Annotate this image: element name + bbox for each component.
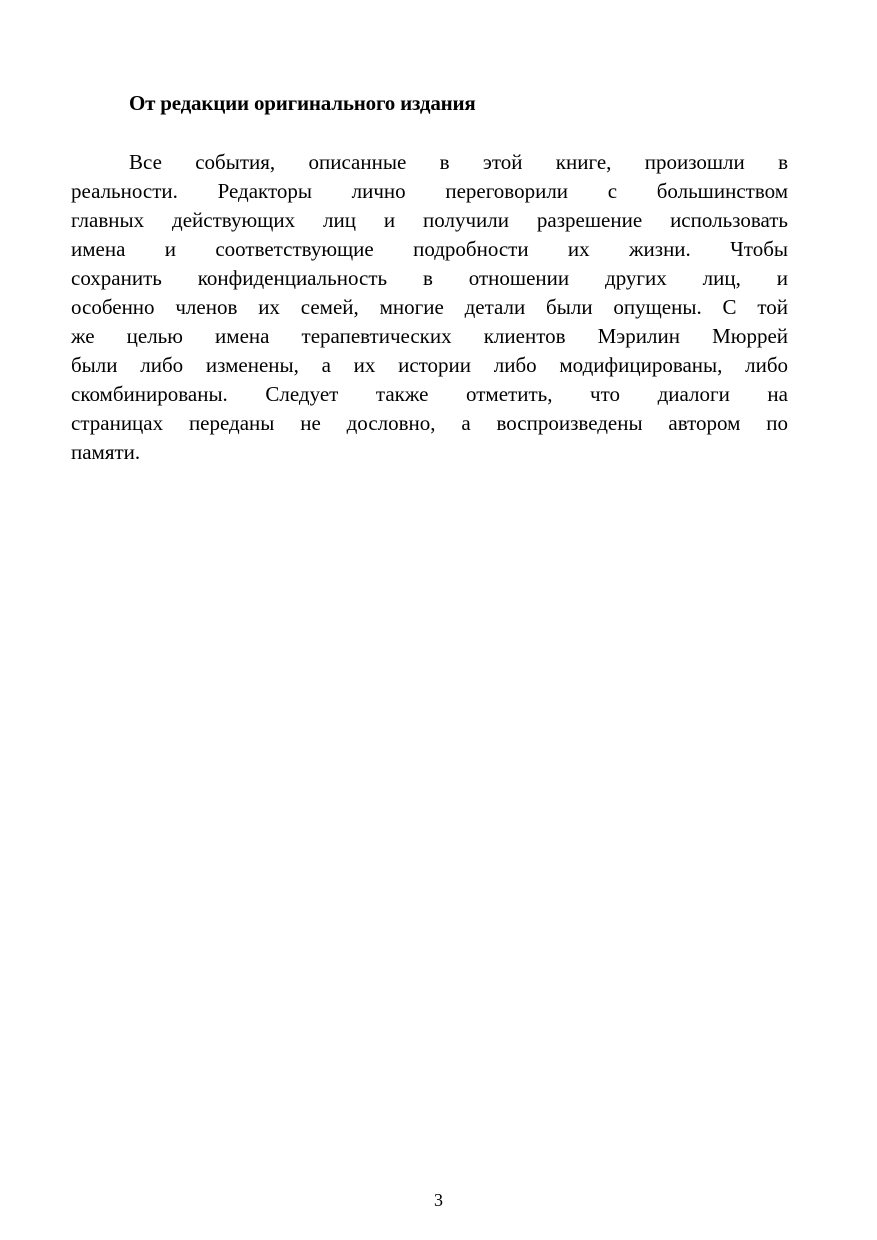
paragraph-line: сохранить конфиденциальность в отношении других лиц, и [71, 266, 788, 290]
paragraph-line: Все события, описанные в этой книге, произошли в [129, 150, 788, 174]
paragraph-line: скомбинированы. Следует также отметить, что диалоги на [71, 382, 788, 406]
paragraph-line: особенно членов их семей, многие детали были опущены. С той [71, 295, 788, 319]
body-paragraph [71, 148, 788, 467]
section-heading: От редакции оригинального издания [129, 91, 476, 115]
paragraph-line: памяти. [71, 440, 141, 464]
paragraph-line: реальности. Редакторы лично переговорили с большинством [71, 179, 788, 203]
paragraph-line: страницах переданы не дословно, а воспроизведены автором по [71, 411, 788, 435]
paragraph-line: же целью имена терапевтических клиентов Мэрилин Мюррей [71, 324, 788, 348]
paragraph-line: были либо изменены, а их истории либо модифицированы, либо [71, 353, 788, 377]
paragraph-line: главных действующих лиц и получили разрешение использовать [71, 208, 788, 232]
page-number: 3 [434, 1190, 443, 1210]
paragraph-line: имена и соответствующие подробности их жизни. Чтобы [71, 237, 788, 261]
